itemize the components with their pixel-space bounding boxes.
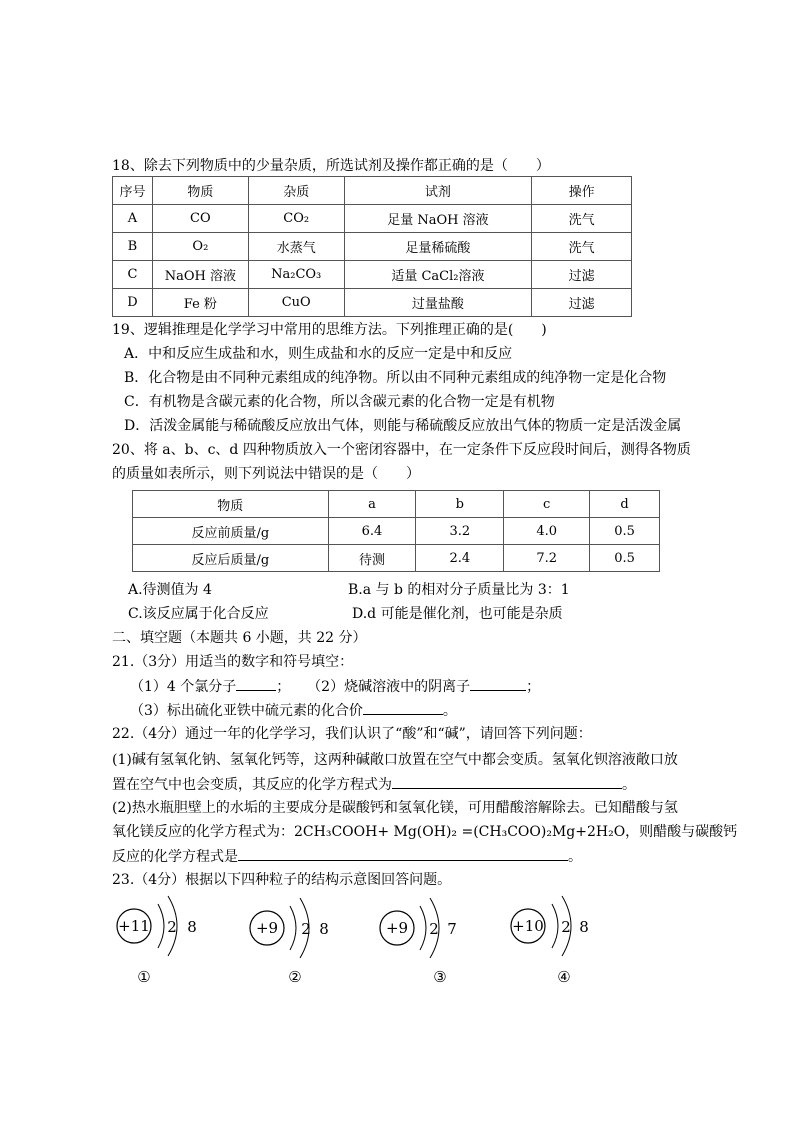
q20-stem-line2: 的质量如表所示，则下列说法中错误的是（ ）	[112, 466, 420, 482]
atom-diagram-4	[511, 896, 589, 986]
table-cell: CuO	[248, 289, 344, 317]
shell-electrons: 8	[319, 920, 329, 938]
table-header-cell: 杂质	[248, 177, 344, 205]
nucleus-charge: +9	[255, 919, 279, 937]
table-cell: 过滤	[532, 261, 632, 289]
q20-option-a: A.待测值为 4	[128, 582, 212, 598]
atom-diagram-1	[117, 896, 197, 986]
q23-stem: 23.（4分）根据以下四种粒子的结构示意图回答问题。	[112, 872, 452, 888]
q21-part1-label: （1）4 个氯分子	[130, 679, 237, 695]
table-cell: 洗气	[532, 205, 632, 233]
q19-option-b: B．化合物是由不同种元素组成的纯净物。所以由不同种元素组成的纯净物一定是化合物	[124, 370, 667, 386]
q22-p1-line2	[112, 774, 636, 795]
table-header-cell: c	[504, 491, 590, 518]
table-cell: 洗气	[532, 233, 632, 261]
table-cell: Fe 粉	[152, 289, 248, 317]
table-cell: O₂	[152, 233, 248, 261]
q21-part3-end: 。	[442, 703, 457, 719]
answer-blank[interactable]	[392, 774, 622, 789]
table-cell: 待测	[328, 545, 416, 572]
nucleus-charge: +11	[118, 917, 150, 935]
q22-p1-end: 。	[622, 777, 636, 793]
atom-structure-diagrams	[110, 888, 610, 988]
q18-table	[112, 176, 632, 317]
q21-part2-end: ；	[526, 679, 541, 695]
table-cell: 反应前质量/g	[133, 518, 329, 545]
table-cell: C	[113, 261, 153, 289]
q20-table	[132, 490, 660, 572]
table-cell: 适量 CaCl₂溶液	[344, 261, 532, 289]
table-cell: B	[113, 233, 153, 261]
table-cell: 7.2	[504, 545, 590, 572]
q21-stem: 21.（3分）用适当的数字和符号填空：	[112, 654, 354, 670]
q19-option-c: C．有机物是含碳元素的化合物，所以含碳元素的化合物一定是有机物	[124, 394, 555, 410]
q20-option-d: D.d 可能是催化剂，也可能是杂质	[352, 606, 563, 622]
table-cell: 0.5	[590, 518, 660, 545]
nucleus-charge: +9	[385, 919, 409, 937]
table-cell: 3.2	[416, 518, 504, 545]
table-row	[133, 545, 660, 572]
q22-p2-end: 。	[568, 849, 582, 865]
table-cell: 6.4	[328, 518, 416, 545]
table-row	[113, 233, 632, 261]
table-cell: 4.0	[504, 518, 590, 545]
q18-stem: 18、除去下列物质中的少量杂质，所选试剂及操作都正确的是（ ）	[112, 158, 550, 174]
table-header-cell: d	[590, 491, 660, 518]
q22-p1-line1: (1)碱有氢氧化钠、氢氧化钙等，这两种碱敞口放置在空气中都会变质。氢氧化钡溶液敞口放	[112, 752, 678, 768]
table-header-cell: 物质	[133, 491, 329, 518]
table-cell: CO	[152, 205, 248, 233]
shell-electrons: 2	[301, 920, 311, 938]
q21-part1-end: ；	[276, 679, 291, 695]
table-cell: A	[113, 205, 153, 233]
q22-stem: 22.（4分）通过一年的化学学习，我们认识了“酸”和“碱”，请回答下列问题：	[112, 726, 592, 742]
table-row	[113, 261, 632, 289]
table-cell: 过滤	[532, 289, 632, 317]
q21-line2	[130, 700, 457, 721]
answer-blank[interactable]	[236, 676, 276, 691]
particle-label: ④	[557, 968, 571, 986]
table-header-row	[133, 491, 660, 518]
q19-option-d: D．活泼金属能与稀硫酸反应放出气体，则能与稀硫酸反应放出气体的物质一定是活泼金属	[124, 418, 682, 434]
table-row	[113, 289, 632, 317]
answer-blank[interactable]	[363, 700, 443, 715]
q21-line1	[130, 676, 540, 697]
shell-electrons: 2	[561, 918, 571, 936]
table-cell: 过量盐酸	[344, 289, 532, 317]
q22-p2-line1: (2)热水瓶胆壁上的水垢的主要成分是碳酸钙和氢氧化镁，可用醋酸溶解除去。已知醋酸与氢	[112, 800, 678, 816]
table-cell: CO₂	[248, 205, 344, 233]
particle-label: ③	[433, 968, 447, 986]
shell-electrons: 7	[447, 920, 457, 938]
q22-p2-text: 反应的化学方程式是	[112, 849, 238, 865]
table-header-row	[113, 177, 632, 205]
atom-diagram-2	[250, 898, 329, 986]
q19-option-a: A．中和反应生成盐和水，则生成盐和水的反应一定是中和反应	[124, 346, 513, 362]
q20-option-b: B.a 与 b 的相对分子质量比为 3：1	[348, 582, 570, 598]
table-header-cell: 序号	[113, 177, 153, 205]
q22-p1-text: 置在空气中也会变质，其反应的化学方程式为	[112, 777, 392, 793]
table-cell: 反应后质量/g	[133, 545, 329, 572]
table-cell: 水蒸气	[248, 233, 344, 261]
q21-part2-label: （2）烧碱溶液中的阴离子	[307, 679, 471, 695]
q20-option-c: C.该反应属于化合反应	[128, 606, 269, 622]
table-header-cell: 物质	[152, 177, 248, 205]
q20-stem-line1: 20、将 a、b、c、d 四种物质放入一个密闭容器中，在一定条件下反应段时间后，测得各物质	[112, 442, 691, 458]
q21-part3-label: （3）标出硫化亚铁中硫元素的化合价	[130, 703, 363, 719]
shell-electrons: 8	[187, 918, 197, 936]
shell-electrons: 8	[579, 918, 589, 936]
shell-electrons: 2	[167, 918, 177, 936]
table-cell: Na₂CO₃	[248, 261, 344, 289]
table-cell: D	[113, 289, 153, 317]
table-row	[133, 518, 660, 545]
nucleus-charge: +10	[512, 917, 544, 935]
table-header-cell: 操作	[532, 177, 632, 205]
answer-blank[interactable]	[470, 676, 526, 691]
table-cell: 足量稀硫酸	[344, 233, 532, 261]
particle-label: ②	[288, 968, 302, 986]
table-header-cell: 试剂	[344, 177, 532, 205]
q22-p2-line2: 氧化镁反应的化学方程式为：2CH₃COOH+ Mg(OH)₂ =(CH₃COO)₂Mg+2H₂O，则醋酸与碳酸钙	[112, 824, 738, 840]
table-row	[113, 205, 632, 233]
q22-p2-line3	[112, 846, 582, 867]
particle-label: ①	[137, 968, 151, 986]
table-cell: NaOH 溶液	[152, 261, 248, 289]
section-heading: 二、填空题（本题共 6 小题，共 22 分）	[112, 630, 367, 646]
table-cell: 0.5	[590, 545, 660, 572]
shell-electrons: 2	[429, 920, 439, 938]
table-cell: 足量 NaOH 溶液	[344, 205, 532, 233]
table-header-cell: b	[416, 491, 504, 518]
answer-blank[interactable]	[238, 846, 568, 861]
atom-diagram-3	[380, 898, 457, 986]
table-header-cell: a	[328, 491, 416, 518]
table-cell: 2.4	[416, 545, 504, 572]
q19-stem: 19、逻辑推理是化学学习中常用的思维方法。下列推理正确的是( )	[112, 322, 547, 338]
